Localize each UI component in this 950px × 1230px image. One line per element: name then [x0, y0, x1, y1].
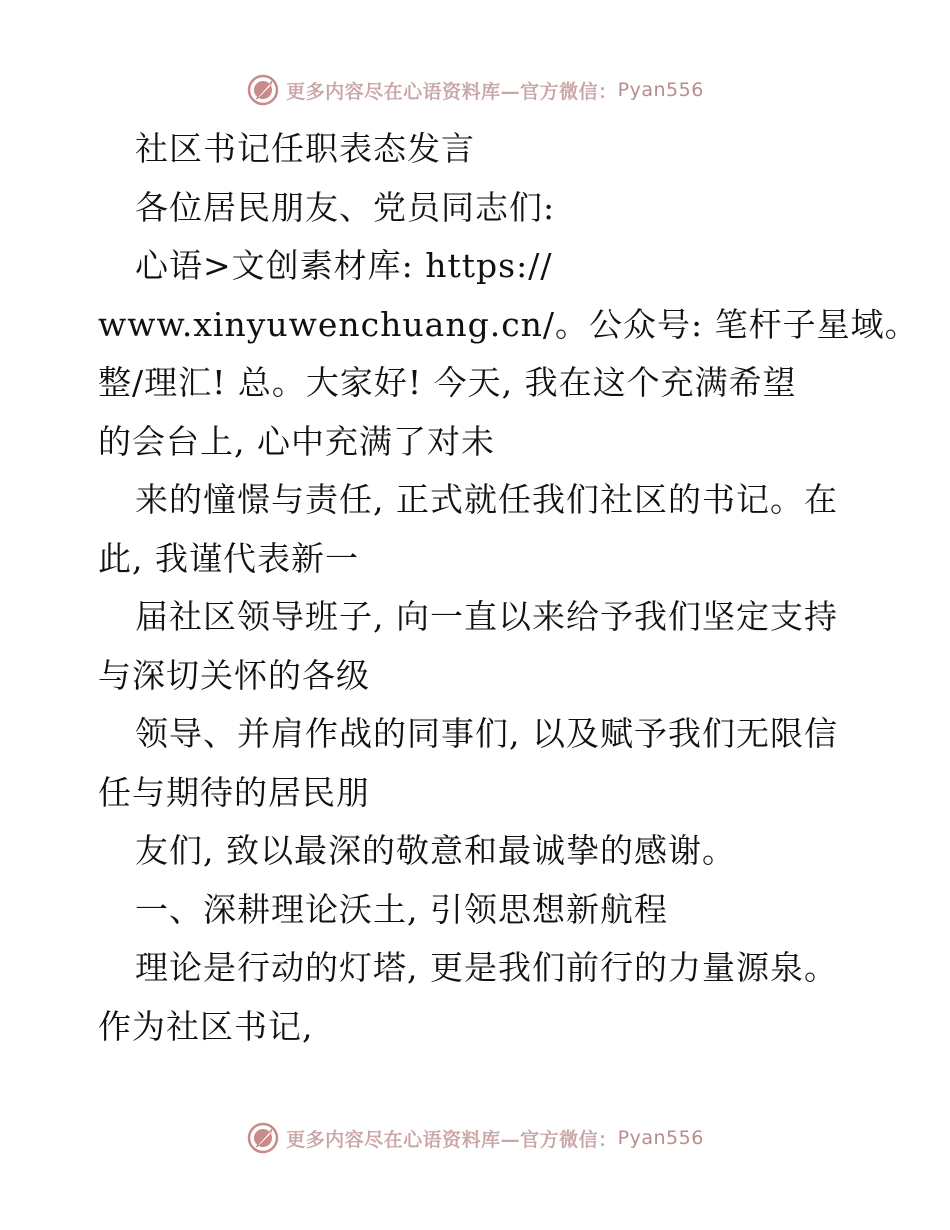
- paragraph-line: 心语>文创素材库: https://: [135, 246, 553, 285]
- paragraph-line: 此, 我谨代表新一: [98, 538, 359, 578]
- paragraph-line: www.xinyuwenchuang.cn/。公众号: 笔杆子星域。: [98, 304, 919, 344]
- header-banner: [0, 70, 950, 110]
- document-title: 社区书记任职表态发言: [135, 129, 475, 168]
- paragraph-line: 的会台上, 心中充满了对未: [98, 421, 495, 461]
- paragraph-line: 作为社区书记,: [98, 1006, 314, 1046]
- paragraph-line: 来的憧憬与责任, 正式就任我们社区的书记。在: [135, 480, 838, 519]
- quill-logo-icon: [246, 1121, 280, 1155]
- quill-logo-icon: [246, 73, 280, 107]
- document-body: [98, 120, 919, 1056]
- footer-banner: [0, 1118, 950, 1158]
- paragraph-line: 与深切关怀的各级: [98, 655, 370, 695]
- paragraph-line: 领导、并肩作战的同事们, 以及赋予我们无限信: [135, 714, 838, 753]
- paragraph-line: 友们, 致以最深的敬意和最诚挚的感谢。: [135, 831, 736, 870]
- paragraph-line: 整/理汇! 总。大家好! 今天, 我在这个充满希望: [98, 363, 797, 402]
- banner-text: 更多内容尽在心语资料库—官方微信：: [286, 80, 618, 103]
- banner-wechat-id: Pyan556: [617, 1127, 704, 1149]
- paragraph-line: 任与期待的居民朋: [98, 772, 370, 812]
- banner-wechat-id: Pyan556: [617, 79, 704, 101]
- paragraph-line: 理论是行动的灯塔, 更是我们前行的力量源泉。: [135, 948, 838, 987]
- section-heading: 一、深耕理论沃土, 引领思想新航程: [135, 889, 668, 929]
- banner-text: 更多内容尽在心语资料库—官方微信：: [286, 1128, 618, 1151]
- paragraph-line: 届社区领导班子, 向一直以来给予我们坚定支持: [135, 597, 838, 636]
- paragraph-line: 各位居民朋友、党员同志们:: [135, 187, 556, 227]
